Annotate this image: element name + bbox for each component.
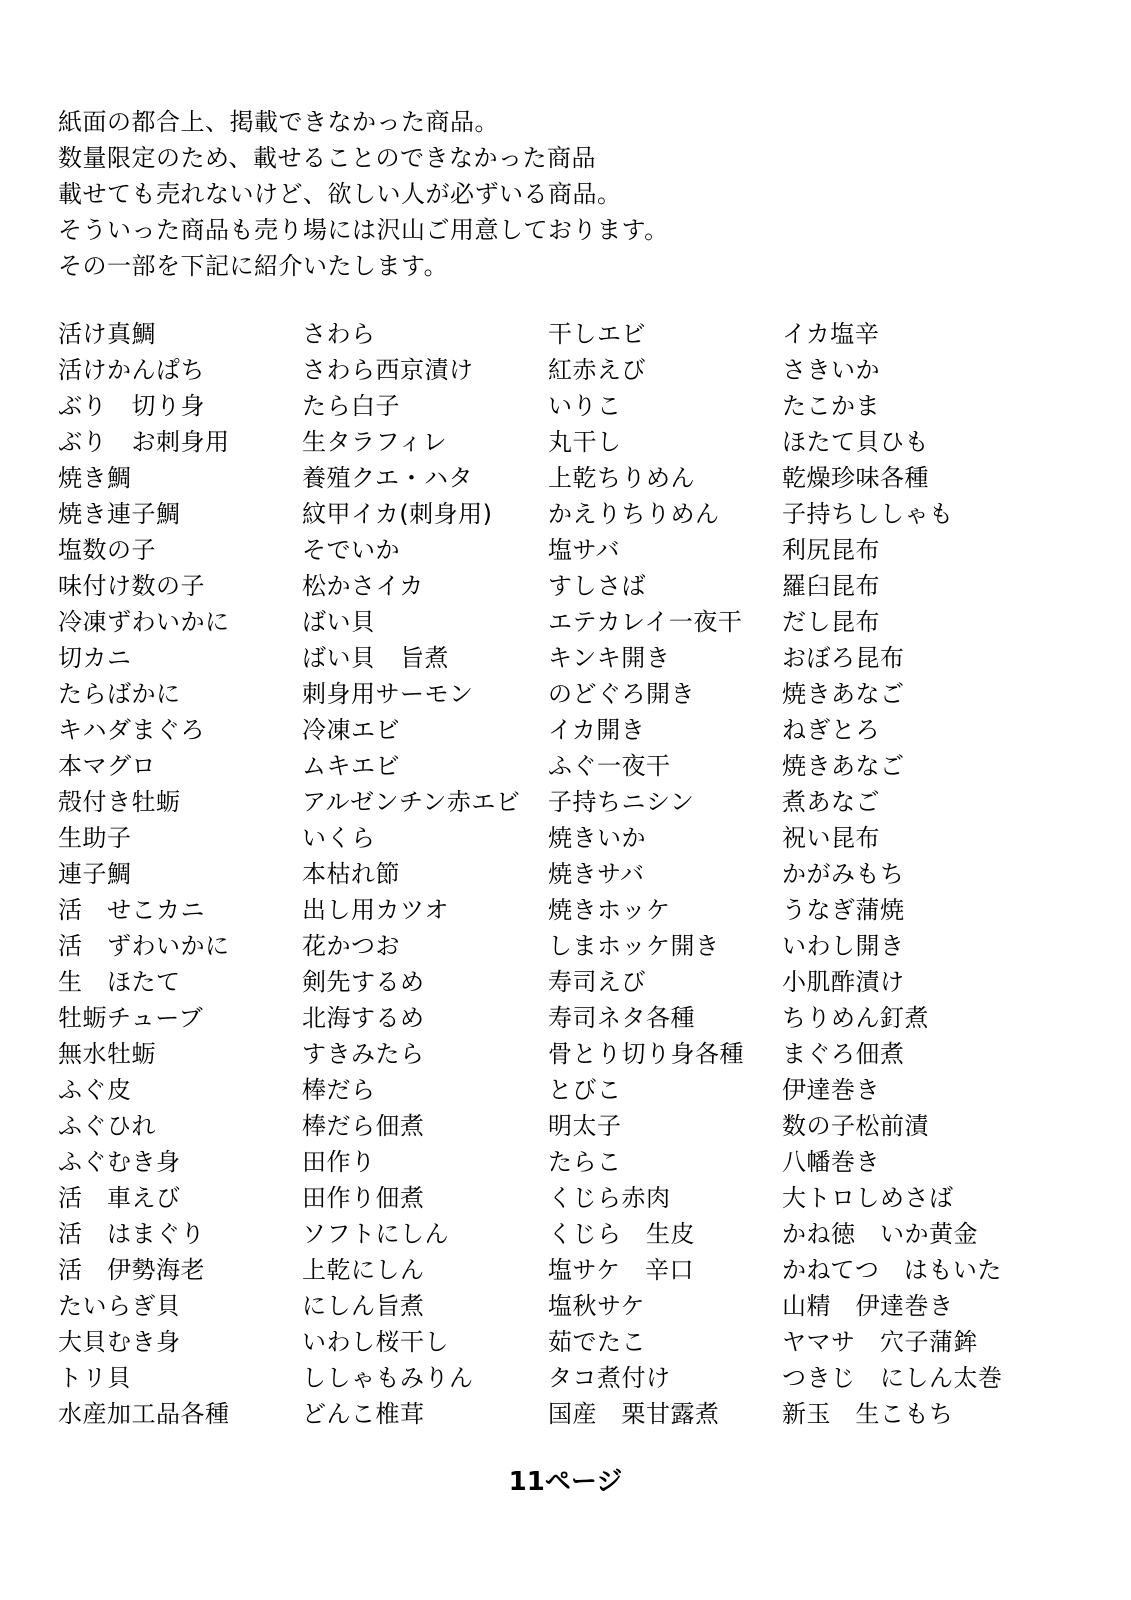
product-item: たこかま [782,392,880,420]
product-item: 冷凍ずわいかに [58,608,230,636]
product-item: 活 車えび [58,1184,181,1212]
product-item: 生タラフィレ [302,428,448,456]
product-item: 北海するめ [302,1004,425,1032]
product-item: 水産加工品各種 [58,1400,230,1428]
product-column-1 [58,316,230,1432]
product-item: トリ貝 [58,1364,132,1392]
intro-line: 載せても売れないけど、欲しい人が必ずいる商品。 [58,180,622,208]
product-item: 塩サバ [548,536,621,564]
intro-line: その一部を下記に紹介いたします。 [58,252,449,280]
product-item: 寿司ネタ各種 [548,1004,695,1032]
product-item: 活けかんぱち [58,356,205,384]
product-item: 焼き連子鯛 [58,500,181,528]
intro-text [58,104,1058,284]
product-item: 牡蛎チューブ [58,1004,204,1032]
product-item: かね徳 いか黄金 [782,1220,978,1248]
product-item: 数の子松前漬 [782,1112,929,1140]
product-item: 田作り佃煮 [302,1184,425,1212]
product-item: すきみたら [302,1040,425,1068]
product-item: 利尻昆布 [782,536,880,564]
product-column-2 [302,316,520,1432]
product-item: そでいか [302,536,400,564]
product-item: 新玉 生こもち [782,1400,954,1428]
product-item: 焼きあなご [782,680,905,708]
product-item: 丸干し [548,428,622,456]
page-number: 11ページ [508,1467,623,1497]
product-item: すしさば [548,572,646,600]
product-item: いわし桜干し [302,1328,449,1356]
product-item: 茹でたこ [548,1328,646,1356]
product-item: ムキエビ [302,752,400,780]
product-item: 冷凍エビ [302,716,400,744]
product-item: ねぎとろ [782,716,880,744]
intro-line: そういった商品も売り場には沢山ご用意しております。 [58,216,669,244]
product-item: タコ煮付け [548,1364,671,1392]
product-item: ふぐ一夜干 [548,752,671,780]
product-item: 生 ほたて [58,968,181,996]
intro-line: 紙面の都合上、掲載できなかった商品。 [58,108,499,136]
product-item: 無水牡蛎 [58,1040,156,1068]
product-item: 塩サケ 辛口 [548,1256,695,1284]
product-item: 大トロしめさば [782,1184,954,1212]
product-item: 活 はまぐり [58,1220,205,1248]
product-item: 煮あなご [782,788,880,816]
product-item: エテカレイ一夜干 [548,608,743,636]
product-item: 生助子 [58,824,132,852]
product-item: ばい貝 旨煮 [302,644,449,672]
product-item: イカ開き [548,716,646,744]
product-item: ししゃもみりん [302,1364,474,1392]
product-item: 田作り [302,1148,376,1176]
product-item: 出し用カツオ [302,896,449,924]
product-item: ぶり 切り身 [58,392,205,420]
product-item: 子持ちニシン [548,788,695,816]
product-item: 焼きいか [548,824,646,852]
product-item: 乾燥珍味各種 [782,464,929,492]
product-item: 殻付き牡蛎 [58,788,181,816]
product-item: ばい貝 [302,608,376,636]
product-item: しまホッケ開き [548,932,720,960]
product-list [58,316,1078,1436]
product-item: ふぐむき身 [58,1148,181,1176]
product-item: 味付け数の子 [58,572,205,600]
product-item: どんこ椎茸 [302,1400,425,1428]
product-item: 祝い昆布 [782,824,880,852]
product-item: さわら西京漬け [302,356,474,384]
product-item: 寿司えび [548,968,646,996]
product-item: たらこ [548,1148,622,1176]
product-item: 骨とり切り身各種 [548,1040,744,1068]
product-item: 焼きホッケ [548,896,671,924]
product-item: ヤマサ 穴子蒲鉾 [782,1328,978,1356]
product-item: 切カニ [58,644,132,672]
product-item: おぼろ昆布 [782,644,905,672]
product-item: 国産 栗甘露煮 [548,1400,720,1428]
product-item: 活け真鯛 [58,320,156,348]
product-item: ふぐ皮 [58,1076,132,1104]
product-item: まぐろ佃煮 [782,1040,905,1068]
product-item: いわし開き [782,932,905,960]
product-item: 本枯れ節 [302,860,400,888]
product-item: 養殖クエ・ハタ [302,464,474,492]
product-item: かねてつ はもいた [782,1256,1002,1284]
product-item: 紅赤えび [548,356,646,384]
product-item: 山精 伊達巻き [782,1292,954,1320]
product-item: 棒だら佃煮 [302,1112,425,1140]
product-item: たらばかに [58,680,181,708]
product-item: 本マグロ [58,752,156,780]
product-item: 上乾にしん [302,1256,425,1284]
product-item: 活 ずわいかに [58,932,230,960]
product-item: 活 伊勢海老 [58,1256,205,1284]
product-item: 子持ちししゃも [782,500,954,528]
product-item: 伊達巻き [782,1076,880,1104]
product-item: 焼きあなご [782,752,905,780]
product-item: 干しエビ [548,320,646,348]
product-item: ふぐひれ [58,1112,156,1140]
product-item: 焼き鯛 [58,464,132,492]
product-item: つきじ にしん太巻 [782,1364,1003,1392]
product-item: キハダまぐろ [58,716,205,744]
product-item: かがみもち [782,860,905,888]
product-item: ソフトにしん [302,1220,449,1248]
product-item: 連子鯛 [58,860,132,888]
product-item: 上乾ちりめん [548,464,695,492]
product-item: いくら [302,824,376,852]
product-item: 明太子 [548,1112,622,1140]
product-item: 松かさイカ [302,572,424,600]
product-item: たいらぎ貝 [58,1292,181,1320]
product-item: 八幡巻き [782,1148,880,1176]
product-item: だし昆布 [782,608,880,636]
product-item: にしん旨煮 [302,1292,425,1320]
product-item: 活 せこカニ [58,896,205,924]
product-item: ほたて貝ひも [782,428,929,456]
product-item: くじら 生皮 [548,1220,695,1248]
product-item: アルゼンチン赤エビ [302,788,521,816]
product-item: たら白子 [302,392,400,420]
product-item: 羅臼昆布 [782,572,880,600]
product-item: 塩数の子 [58,536,156,564]
product-item: うなぎ蒲焼 [782,896,905,924]
product-item: のどぐろ開き [548,680,695,708]
product-item: 紋甲イカ(刺身用) [302,500,493,528]
product-item: 花かつお [302,932,400,960]
product-column-4 [782,316,1003,1432]
product-item: 大貝むき身 [58,1328,181,1356]
product-item: 剣先するめ [302,968,425,996]
intro-line: 数量限定のため、載せることのできなかった商品 [58,144,597,172]
product-item: 焼きサバ [548,860,645,888]
product-item: 小肌酢漬け [782,968,905,996]
product-item: さきいか [782,356,880,384]
product-item: かえりちりめん [548,500,720,528]
product-item: 塩秋サケ [548,1292,646,1320]
product-item: イカ塩辛 [782,320,880,348]
product-item: さわら [302,320,376,348]
product-column-3 [548,316,744,1432]
product-item: いりこ [548,392,622,420]
product-item: くじら赤肉 [548,1184,671,1212]
product-item: 刺身用サーモン [302,680,474,708]
product-item: キンキ開き [548,644,671,672]
product-item: ちりめん釘煮 [782,1004,929,1032]
product-item: とびこ [548,1076,622,1104]
product-item: 棒だら [302,1076,376,1104]
product-item: ぶり お刺身用 [58,428,230,456]
